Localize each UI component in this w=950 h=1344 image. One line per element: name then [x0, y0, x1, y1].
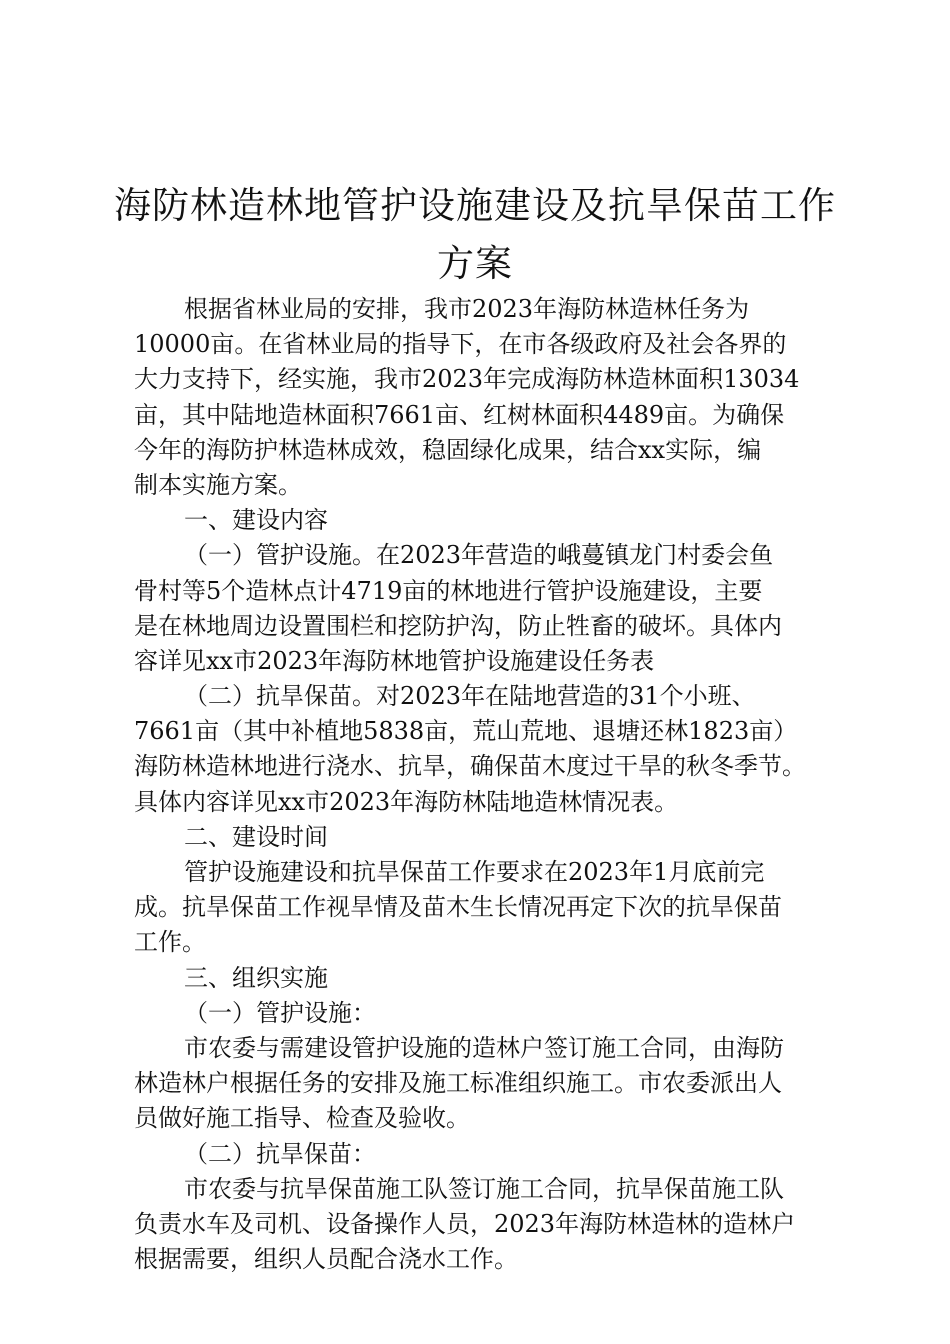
body-text-line: 一、建设内容	[184, 506, 328, 535]
body-text-line: 根据省林业局的安排，我市2023年海防林造林任务为	[184, 295, 750, 323]
body-text-line: 具体内容详见xx市2023年海防林陆地造林情况表。	[134, 787, 679, 816]
body-text-line: 市农委与抗旱保苗施工队签订施工合同，抗旱保苗施工队	[184, 1174, 784, 1203]
body-text-line: （一）管护设施：	[184, 998, 376, 1027]
document-body	[134, 292, 839, 1277]
body-text-line: 大力支持下，经实施，我市2023年完成海防林造林面积13034	[134, 365, 800, 394]
body-text-line: 7661亩（其中补植地5838亩，荒山荒地、退塘还林1823亩）	[134, 717, 798, 746]
body-text-line: 工作。	[134, 928, 206, 957]
body-text-line: 员做好施工指导、检查及验收。	[134, 1104, 470, 1133]
body-text-line: 成。抗旱保苗工作视旱情及苗木生长情况再定下次的抗旱保苗	[134, 893, 782, 922]
body-text-line: 制本实施方案。	[134, 470, 302, 499]
body-text-line: 是在林地周边设置围栏和挖防护沟，防止牲畜的破坏。具体内	[134, 611, 782, 640]
body-text-line: 三、组织实施	[184, 963, 328, 992]
document-title-line-2: 方案	[437, 242, 513, 285]
body-text-line: 今年的海防护林造林成效，稳固绿化成果，结合xx实际，编	[134, 435, 762, 464]
body-text-line: 亩，其中陆地造林面积7661亩、红树林面积4489亩。为确保	[134, 400, 785, 429]
body-text-line: 10000亩。在省林业局的指导下，在市各级政府及社会各界的	[134, 330, 787, 359]
body-text-line: 市农委与需建设管护设施的造林户签订施工合同，由海防	[184, 1033, 784, 1062]
body-text-line: 管护设施建设和抗旱保苗工作要求在2023年1月底前完	[184, 858, 765, 886]
body-text-line: 容详见xx市2023年海防林地管护设施建设任务表	[134, 646, 655, 675]
body-text-line: 骨村等5个造林点计4719亩的林地进行管护设施建设，主要	[134, 576, 763, 605]
body-text-line: 海防林造林地进行浇水、抗旱，确保苗木度过干旱的秋冬季节。	[134, 752, 806, 781]
body-text-line: 根据需要，组织人员配合浇水工作。	[134, 1245, 518, 1274]
body-text-line: （二）抗旱保苗：	[184, 1139, 376, 1168]
body-text-line: 负责水车及司机、设备操作人员，2023年海防林造林的造林户	[134, 1209, 796, 1238]
body-text-line: （二）抗旱保苗。对2023年在陆地营造的31个小班、	[184, 682, 756, 711]
body-text-line: （一）管护设施。在2023年营造的峨蔓镇龙门村委会鱼	[184, 541, 774, 570]
document-title-line-1: 海防林造林地管护设施建设及抗旱保苗工作	[114, 184, 836, 227]
body-text-line: 二、建设时间	[184, 822, 328, 851]
body-text-line: 林造林户根据任务的安排及施工标准组织施工。市农委派出人	[134, 1069, 782, 1098]
